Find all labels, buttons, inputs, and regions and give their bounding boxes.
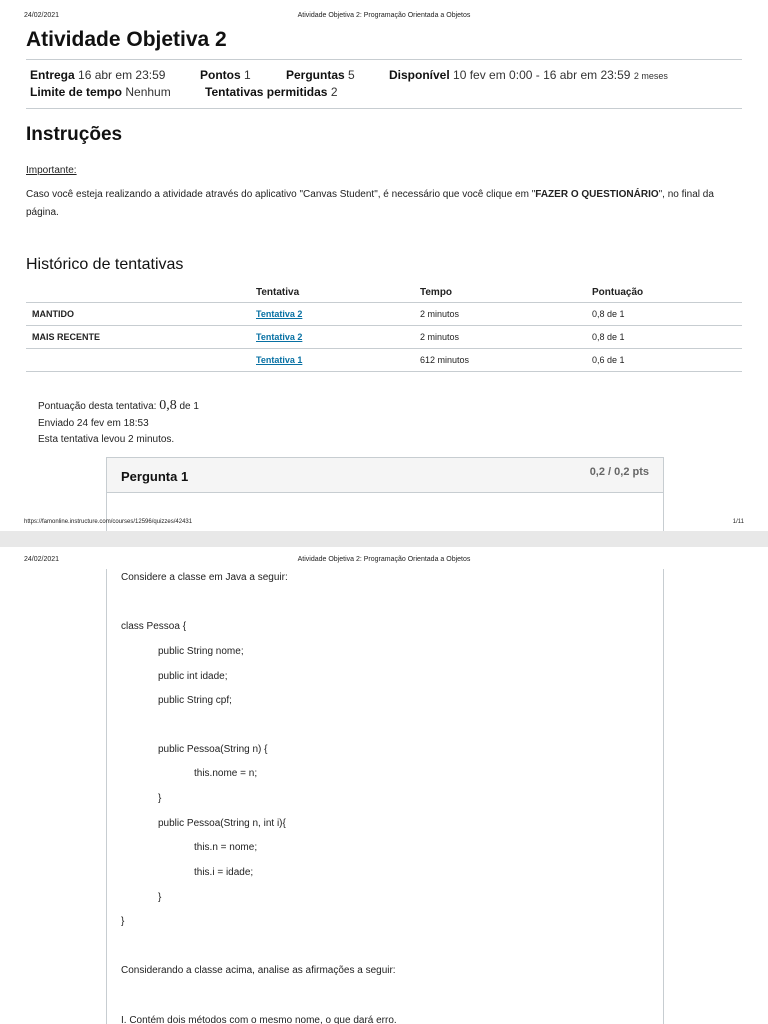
code-line: public String cpf; (158, 695, 232, 706)
row-label: MAIS RECENTE (26, 326, 250, 349)
print-url: https://famonline.instructure.com/courses/12596/quizzes/42431 (24, 519, 193, 525)
attempt-duration: Esta tentativa levou 2 minutos. (38, 434, 175, 445)
question-text: Considerando a classe acima, analise as afirmações a seguir: (121, 965, 396, 976)
instructions-text: Caso você esteja realizando a atividade através do aplicativo "Canvas Student", é necessário que você clique em "FAZER O QUESTIONÁRIO", no final da página. (26, 189, 714, 218)
column-header: Tempo (414, 282, 586, 303)
table-row (26, 303, 742, 326)
attempt-link[interactable]: Tentativa 1 (256, 355, 303, 365)
print-date: 24/02/2021 (24, 556, 60, 563)
attempt-summary (38, 398, 199, 449)
divider (26, 59, 742, 60)
meta-pontos: Pontos 1 (200, 68, 251, 82)
meta-disponivel: Disponível 10 fev em 0:00 - 16 abr em 23:59 2 meses (389, 68, 668, 82)
print-page-2 (0, 547, 768, 1024)
attempt-submitted: Enviado 24 fev em 18:53 (38, 417, 149, 429)
meta-limite: Limite de tempo Nenhum (30, 85, 171, 99)
history-header-row (26, 282, 742, 303)
question-body-frame (106, 569, 664, 1024)
row-score: 0,8 de 1 (586, 303, 742, 326)
code-line: this.n = nome; (194, 842, 258, 853)
row-score: 0,8 de 1 (586, 326, 742, 349)
history-table (26, 282, 742, 372)
question-text: I. Contém dois métodos com o mesmo nome, o que dará erro. (121, 1015, 397, 1024)
history-heading: Histórico de tentativas (26, 256, 184, 273)
code-line: this.i = idade; (194, 867, 254, 878)
column-header: Tentativa (250, 282, 414, 303)
print-title: Atividade Objetiva 2: Programação Orientada a Objetos (297, 12, 471, 19)
instructions-heading: Instruções (26, 124, 123, 145)
print-page-number: 1/11 (732, 519, 744, 525)
code-line: public int idade; (158, 671, 228, 682)
row-score: 0,6 de 1 (586, 349, 742, 372)
code-line: class Pessoa { (121, 621, 187, 632)
print-header (0, 12, 768, 24)
row-time: 612 minutos (414, 349, 586, 372)
important-label: Importante: (26, 165, 77, 176)
question-text: Considere a classe em Java a seguir: (121, 572, 288, 583)
page-title: Atividade Objetiva 2 (26, 28, 227, 51)
row-label (26, 349, 250, 372)
meta-entrega: Entrega 16 abr em 23:59 (30, 68, 166, 82)
row-time: 2 minutos (414, 303, 586, 326)
print-header (0, 556, 768, 568)
meta-tentativas: Tentativas permitidas 2 (205, 85, 338, 99)
attempt-score: Pontuação desta tentativa: 0,8 de 1 (38, 398, 199, 413)
code-line: public Pessoa(String n, int i){ (158, 818, 286, 829)
question-header (107, 458, 663, 493)
code-line: } (121, 916, 125, 927)
code-line: public Pessoa(String n) { (158, 744, 268, 755)
print-title: Atividade Objetiva 2: Programação Orientada a Objetos (297, 556, 471, 563)
code-line: this.nome = n; (194, 768, 258, 779)
column-header: Pontuação (586, 282, 742, 303)
divider (26, 108, 742, 109)
print-date: 24/02/2021 (24, 12, 60, 19)
meta-perguntas: Perguntas 5 (286, 68, 355, 82)
row-label: MANTIDO (26, 303, 250, 326)
code-line: } (158, 892, 162, 903)
table-row (26, 349, 742, 372)
row-time: 2 minutos (414, 326, 586, 349)
question-points: 0,2 / 0,2 pts (589, 466, 649, 478)
attempt-link[interactable]: Tentativa 2 (256, 332, 303, 342)
question-name: Pergunta 1 (121, 469, 189, 484)
table-row (26, 326, 742, 349)
code-line: } (158, 793, 162, 804)
code-line: public String nome; (158, 646, 244, 657)
column-header (26, 282, 250, 303)
attempt-link[interactable]: Tentativa 2 (256, 309, 303, 319)
